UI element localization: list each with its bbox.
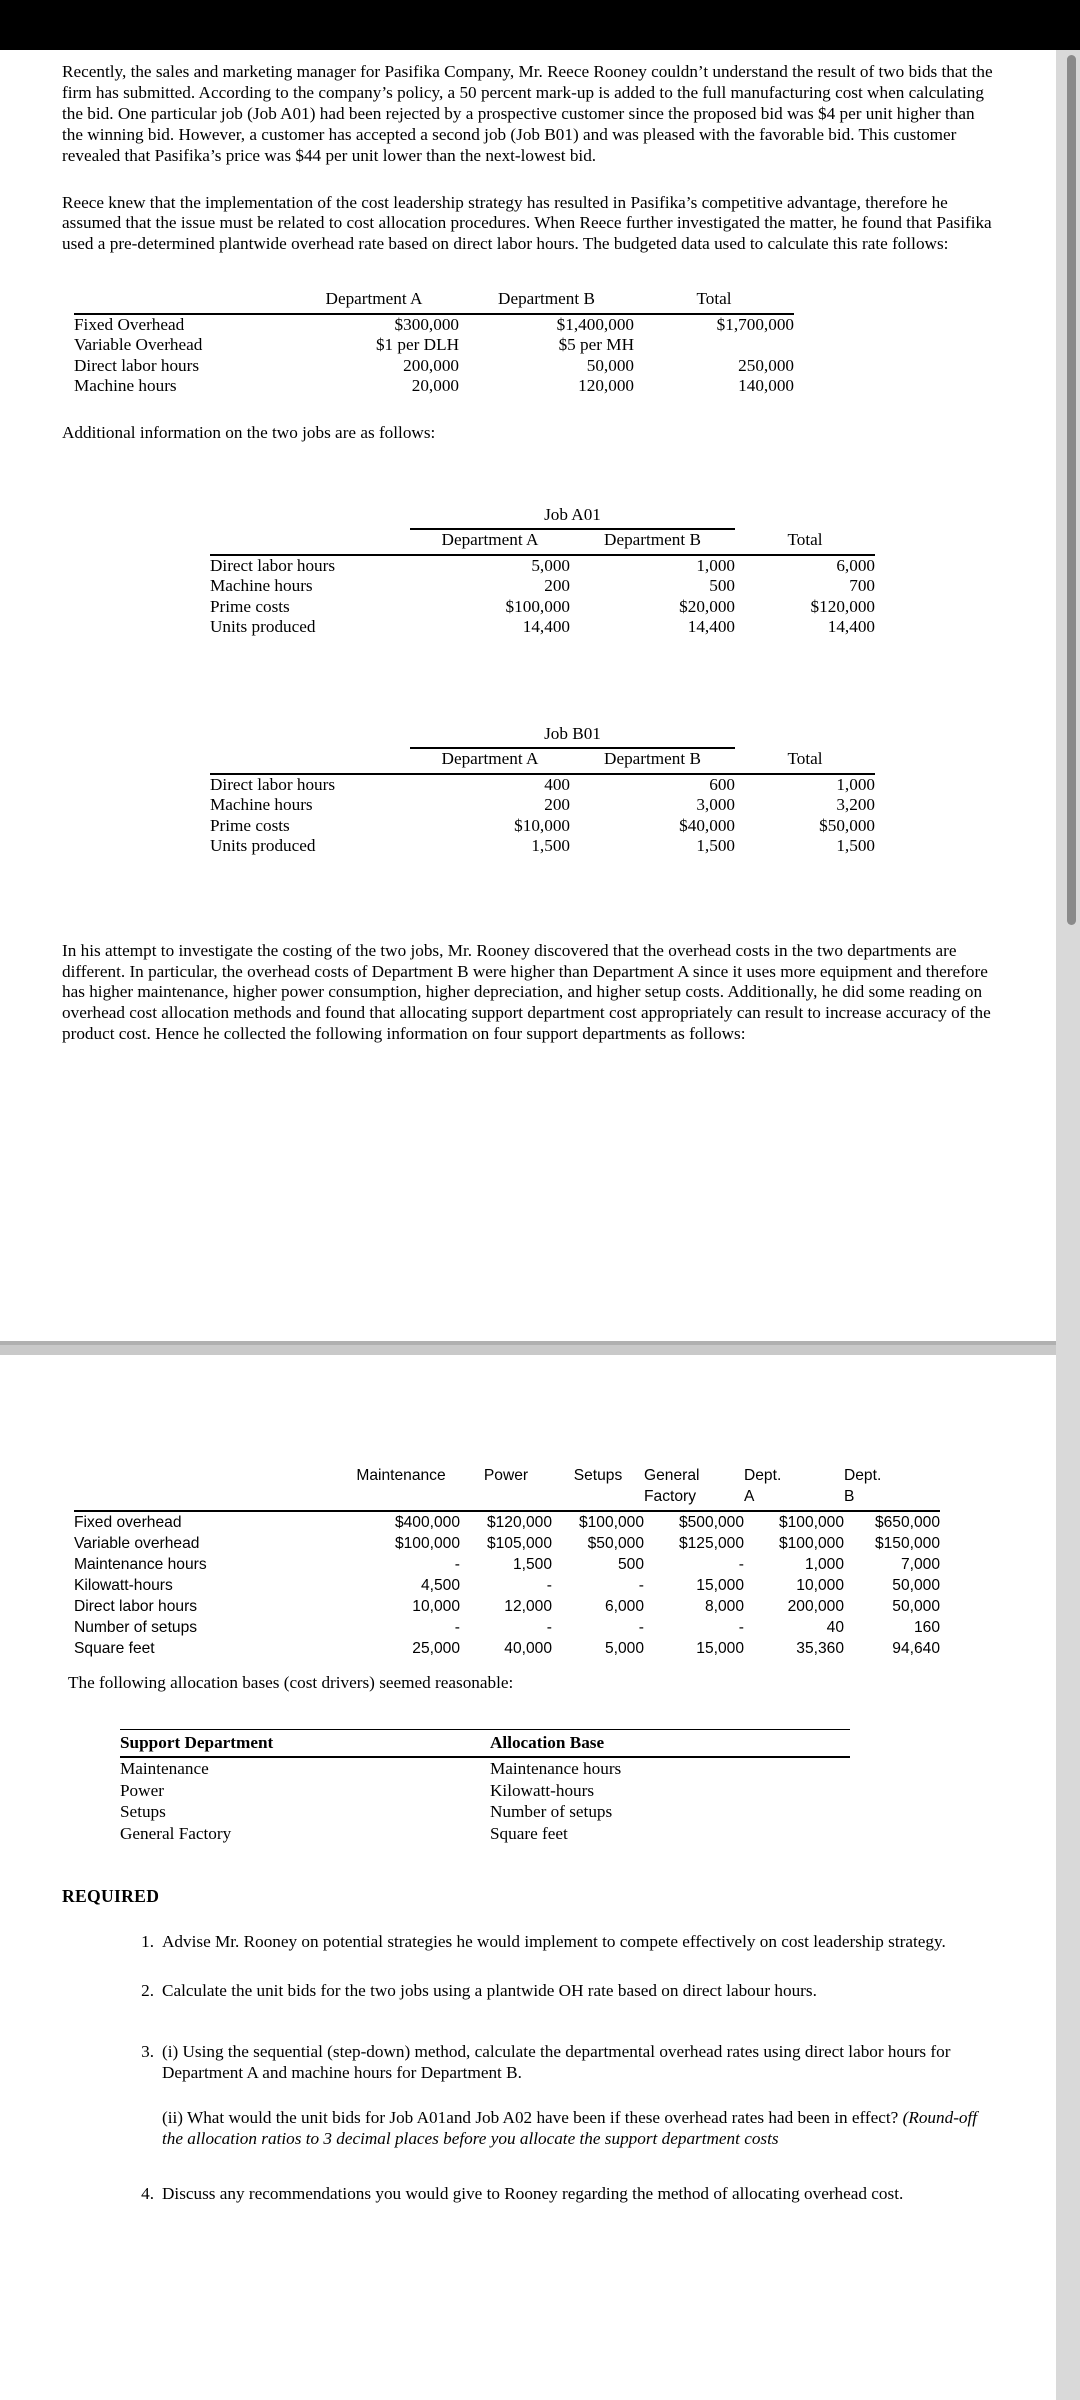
table-header-row-line2 [74, 1486, 940, 1507]
cell-dept-b: 160 [913, 1619, 940, 1636]
cell-general-factory: - [738, 1619, 744, 1636]
paragraph-additional-info: Additional information on the two jobs are as follows: [62, 422, 436, 442]
cell-dept-a: 1,000 [804, 1556, 844, 1573]
col-header-department-b: Department B [498, 289, 595, 309]
job-title-row [210, 724, 875, 745]
table-row [210, 617, 875, 638]
table-row [120, 1801, 850, 1823]
cell-power: 1,500 [512, 1556, 552, 1573]
cell-dept-a: $10,000 [514, 815, 570, 835]
table-row [210, 576, 875, 597]
cell-dept-a: 1,500 [531, 836, 570, 856]
row-label: Fixed Overhead [74, 314, 185, 334]
table-header-row [210, 748, 875, 770]
paragraph-intro: Recently, the sales and marketing manager for Pasifika Company, Mr. Reece Rooney couldn’t understand the result of two bids that the firm has submitted. According to the company’s policy, a 50 percent mark-up is added to the full manufacturing cost when calculating the bid. One particular job (Job A01) had been rejected by a prospective customer since the proposed bid was $4 per unit higher than the winning bid. However, a customer has accepted a second job (Job B01) and was pleased with the favorable bid. This customer revealed that Pasifika’s price was $44 per unit lower than the next-lowest bid. [62, 62, 993, 165]
cell-dept-b: 120,000 [578, 376, 634, 396]
cell-power: $105,000 [486, 1535, 552, 1552]
row-label: Prime costs [210, 596, 290, 616]
required-list [62, 1931, 997, 2204]
cell-allocation-base: Kilowatt-hours [490, 1780, 595, 1800]
cell-maintenance: - [454, 1556, 460, 1573]
cell-maintenance: 25,000 [412, 1640, 460, 1657]
col-header-total: Total [696, 289, 732, 309]
cell-maintenance: 4,500 [420, 1577, 460, 1594]
cell-dept-b: 50,000 [586, 355, 634, 375]
row-label: Kilowatt-hours [74, 1577, 173, 1594]
cell-total: $50,000 [819, 815, 875, 835]
list-marker: 4. [141, 2184, 154, 2204]
paragraph-allocation-bases: The following allocation bases (cost drivers) seemed reasonable: [68, 1673, 514, 1692]
col-header-allocation-base: Allocation Base [490, 1732, 605, 1752]
paragraph-overhead-investigation: In his attempt to investigate the costing of the two jobs, Mr. Rooney discovered that the overhead costs in the two departments are different. In particular, the overhead costs of Department B were higher than Department A since it uses more equipment and therefore has higher maintenance, higher power consumption, higher depreciation, and higher setup costs. Additionally, he did some reading on overhead cost allocation methods and found that allocating support department cost appropriately can result to increase accuracy of the product cost. Hence he collected the following information on four support departments as follows: [62, 940, 991, 1044]
table-header-row [74, 289, 794, 310]
col-header-support-department: Support Department [120, 1732, 274, 1752]
cell-dept-b: 7,000 [900, 1556, 940, 1573]
job-b01-title: Job B01 [544, 723, 601, 743]
cell-dept-b: 500 [709, 576, 735, 596]
row-label: Direct labor hours [74, 1598, 198, 1615]
cell-dept-a: 200,000 [787, 1598, 844, 1615]
cell-dept-a: $100,000 [778, 1535, 844, 1552]
cell-dept-b: $5 per MH [558, 335, 634, 355]
cell-total: $120,000 [810, 596, 875, 616]
cell-dept-a: 14,400 [522, 617, 570, 637]
table-row [74, 314, 794, 336]
col-header-department-a: Department A [325, 289, 423, 309]
row-label: Direct labor hours [74, 355, 200, 375]
cell-allocation-base: Number of setups [490, 1802, 613, 1822]
required-item-4 [62, 2183, 997, 2204]
cell-dept-a: $100,000 [505, 596, 570, 616]
col-header-power: Power [483, 1467, 529, 1484]
row-label: Machine hours [74, 376, 177, 396]
col-header-department-a: Department A [441, 530, 539, 550]
col-header-dept-b-2: B [844, 1488, 855, 1505]
col-header-department-b: Department B [604, 749, 701, 769]
cell-power: - [546, 1577, 552, 1594]
cell-support-department: Setups [120, 1802, 166, 1822]
col-header-dept-a: Dept. [744, 1467, 782, 1484]
col-header-department-a: Department A [441, 749, 539, 769]
required-item-2 [62, 1980, 997, 2001]
cell-general-factory: 8,000 [704, 1598, 744, 1615]
cell-dept-a: 20,000 [411, 376, 459, 396]
table-row [74, 1533, 940, 1554]
required-item-3-sub-italic: (Round-off the allocation ratios to 3 decimal places before you allocate the support department costs [162, 2108, 978, 2149]
cell-total: 14,400 [827, 617, 875, 637]
table-row [210, 597, 875, 618]
cell-dept-b: 50,000 [892, 1577, 940, 1594]
col-header-dept-b: Dept. [844, 1467, 882, 1484]
table-row [74, 356, 794, 377]
top-letterbox-band [0, 0, 1080, 50]
cell-dept-a: 10,000 [796, 1577, 844, 1594]
col-header-total: Total [787, 749, 823, 769]
cell-dept-b: 1,000 [696, 555, 735, 575]
table-row [74, 1511, 940, 1533]
cell-dept-b: 14,400 [687, 617, 735, 637]
list-marker: 2. [141, 1981, 154, 2001]
required-item-3 [62, 2041, 997, 2149]
cell-dept-a: 200,000 [403, 355, 459, 375]
job-title-row [210, 505, 875, 526]
cell-dept-b: 600 [709, 774, 735, 794]
required-item-1 [62, 1931, 997, 1952]
paragraph-cost-leadership: Reece knew that the implementation of the cost leadership strategy has resulted in Pasifika’s competitive advantage, therefore he assumed that the issue must be related to cost allocation procedures. When Reece further investigated the matter, he found that Pasifika used a pre-determined plantwide overhead rate based on direct labor hours. The budgeted data used to calculate this rate follows: [62, 192, 992, 254]
cell-power: 40,000 [504, 1640, 552, 1657]
cell-dept-b: 3,000 [696, 795, 735, 815]
cell-total: $1,700,000 [716, 314, 794, 334]
cell-power: $120,000 [486, 1514, 552, 1531]
cell-dept-b: $40,000 [679, 815, 735, 835]
required-item-text: Discuss any recommendations you would give to Rooney regarding the method of allocating overhead cost. [162, 2184, 904, 2204]
cell-support-department: General Factory [120, 1823, 232, 1843]
cell-total: 1,000 [836, 774, 875, 794]
budget-data-table [74, 289, 794, 397]
cell-setups: - [638, 1619, 644, 1636]
table-row [74, 376, 794, 397]
allocation-base-table [120, 1729, 850, 1845]
document-page-1 [0, 50, 1056, 1345]
required-item-text: (i) Using the sequential (step-down) method, calculate the departmental overhead rates using direct labor hours for Department A and machine hours for Department B. [162, 2042, 951, 2083]
cell-dept-a: $300,000 [394, 314, 459, 334]
row-label: Direct labor hours [210, 774, 336, 794]
cell-dept-b: $20,000 [679, 596, 735, 616]
cell-dept-a: 200 [544, 576, 570, 596]
table-row [210, 795, 875, 816]
table-row [120, 1780, 850, 1802]
col-header-general-factory: General [644, 1467, 700, 1484]
cell-total: 250,000 [738, 355, 794, 375]
table-row [74, 1638, 940, 1659]
cell-maintenance: $400,000 [394, 1514, 460, 1531]
col-header-dept-a-2: A [744, 1488, 755, 1505]
cell-dept-b: 1,500 [696, 836, 735, 856]
list-marker: 1. [141, 1932, 154, 1952]
table-row [74, 1596, 940, 1617]
table-row [74, 1575, 940, 1596]
cell-setups: - [638, 1577, 644, 1594]
cell-general-factory: $125,000 [678, 1535, 744, 1552]
table-row [210, 836, 875, 857]
list-marker: 3. [141, 2042, 154, 2062]
cell-allocation-base: Square feet [490, 1823, 568, 1843]
cell-total: 140,000 [738, 376, 794, 396]
col-header-general-factory-2: Factory [644, 1488, 696, 1505]
cell-total: 1,500 [836, 836, 875, 856]
row-label: Fixed overhead [74, 1514, 182, 1531]
table-row [210, 774, 875, 796]
cell-dept-a: 5,000 [531, 555, 570, 575]
table-row [74, 1617, 940, 1638]
cell-maintenance: - [454, 1619, 460, 1636]
col-header-total: Total [787, 530, 823, 550]
row-label: Variable overhead [74, 1535, 200, 1552]
cell-dept-b: 50,000 [892, 1598, 940, 1615]
required-item-text: Calculate the unit bids for the two jobs using a plantwide OH rate based on direct labour hours. [162, 1981, 817, 2001]
col-header-setups: Setups [573, 1467, 623, 1484]
cell-dept-a: 40 [826, 1619, 844, 1636]
row-label: Machine hours [210, 576, 313, 596]
row-label: Direct labor hours [210, 555, 336, 575]
cell-support-department: Maintenance [120, 1759, 209, 1779]
cell-total: 700 [849, 576, 875, 596]
row-label: Square feet [74, 1640, 155, 1657]
table-row [210, 555, 875, 577]
cell-maintenance: 10,000 [412, 1598, 460, 1615]
row-label: Units produced [210, 836, 316, 856]
cell-dept-a: $100,000 [778, 1514, 844, 1531]
cell-dept-a: 35,360 [796, 1640, 844, 1657]
cell-dept-b: $150,000 [874, 1535, 940, 1552]
job-a01-title: Job A01 [544, 504, 601, 524]
cell-dept-a: 200 [544, 795, 570, 815]
cell-general-factory: 15,000 [696, 1577, 744, 1594]
cell-dept-b: 94,640 [892, 1640, 940, 1657]
required-item-3-sub-plain: (ii) What would the unit bids for Job A01and Job A02 have been if these overhead rates had been in effect? [162, 2108, 903, 2128]
job-b01-table [210, 724, 875, 857]
support-department-table [74, 1465, 940, 1659]
table-row [74, 1554, 940, 1575]
cell-general-factory: - [738, 1556, 744, 1573]
cell-maintenance: $100,000 [394, 1535, 460, 1552]
table-row [120, 1757, 850, 1780]
col-header-maintenance: Maintenance [356, 1467, 446, 1484]
cell-power: 12,000 [504, 1598, 552, 1615]
cell-setups: 500 [617, 1556, 644, 1573]
required-item-text: Advise Mr. Rooney on potential strategies he would implement to compete effectively on cost leadership strategy. [162, 1932, 946, 1952]
cell-total [634, 335, 794, 356]
cell-setups: $100,000 [578, 1514, 644, 1531]
table-header-row [210, 529, 875, 551]
table-row [120, 1823, 850, 1845]
cell-power: - [546, 1619, 552, 1636]
cell-general-factory: 15,000 [696, 1640, 744, 1657]
cell-setups: $50,000 [587, 1535, 644, 1552]
cell-total: 6,000 [836, 555, 875, 575]
cell-dept-a: 400 [544, 774, 570, 794]
row-label: Number of setups [74, 1619, 198, 1636]
required-heading: REQUIRED [62, 1886, 160, 1907]
cell-allocation-base: Maintenance hours [490, 1759, 622, 1779]
cell-total: 3,200 [836, 795, 875, 815]
row-label: Units produced [210, 617, 316, 637]
table-row [74, 335, 794, 356]
row-label: Machine hours [210, 795, 313, 815]
row-label: Prime costs [210, 815, 290, 835]
table-header-row [120, 1732, 850, 1754]
row-label: Maintenance hours [74, 1556, 207, 1573]
row-label: Variable Overhead [74, 335, 203, 355]
document-page-2 [0, 1355, 1056, 2400]
cell-support-department: Power [120, 1780, 164, 1800]
cell-dept-b: $1,400,000 [556, 314, 634, 334]
table-header-row-line1 [74, 1465, 940, 1486]
required-item-3-sub [162, 2107, 997, 2149]
cell-general-factory: $500,000 [678, 1514, 744, 1531]
cell-setups: 6,000 [604, 1598, 644, 1615]
table-row [210, 816, 875, 837]
cell-setups: 5,000 [604, 1640, 644, 1657]
cell-dept-b: $650,000 [874, 1514, 940, 1531]
vertical-scrollbar-thumb[interactable] [1067, 55, 1076, 925]
job-a01-table [210, 505, 875, 638]
col-header-department-b: Department B [604, 530, 701, 550]
cell-dept-a: $1 per DLH [375, 335, 459, 355]
